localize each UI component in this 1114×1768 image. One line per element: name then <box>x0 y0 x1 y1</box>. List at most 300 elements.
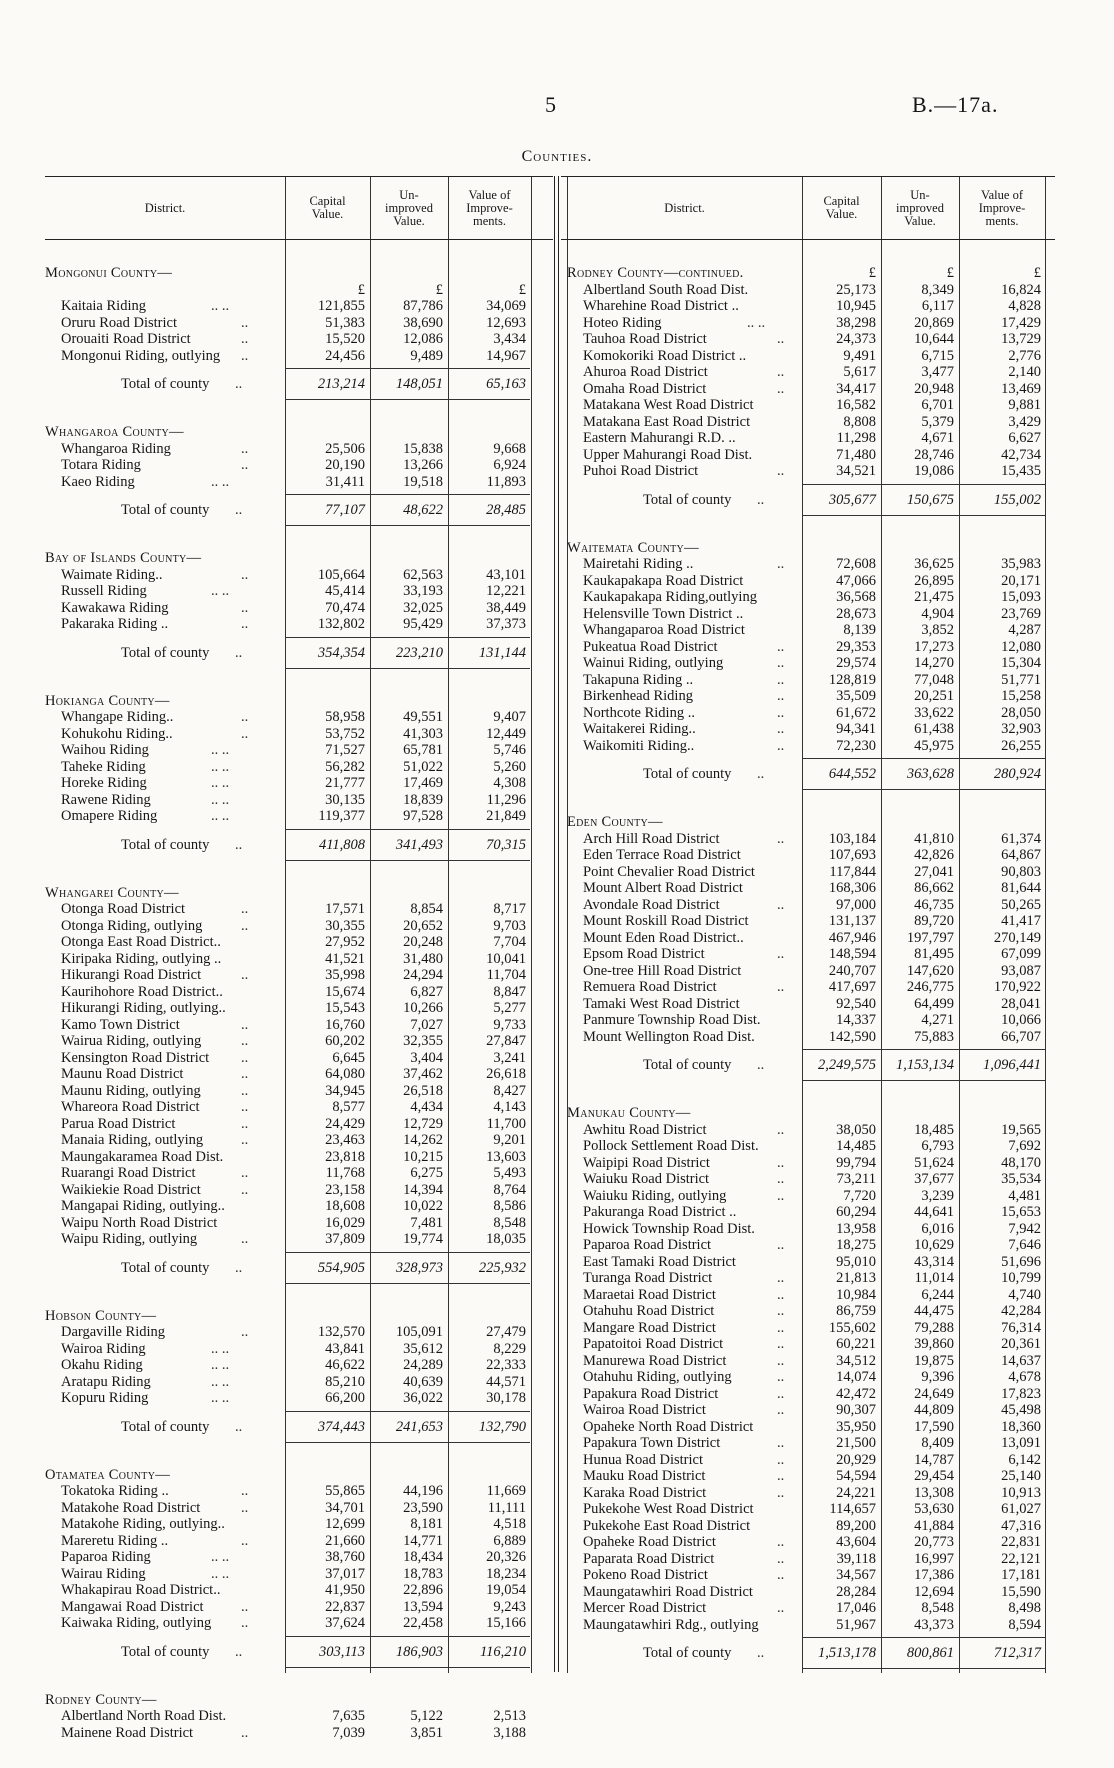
capital-value-cell: 41,521 <box>325 950 365 967</box>
unimproved-value-cell: 36,625 <box>914 556 954 572</box>
leader-dots: .. .. <box>211 473 230 490</box>
capital-value-cell: 15,520 <box>325 331 365 347</box>
district-row <box>561 864 1055 881</box>
improvements-value-cell: 9,201 <box>493 1132 526 1148</box>
capital-value-cell: 51,383 <box>325 314 365 331</box>
header-capital-value: Capital Value. <box>823 194 860 221</box>
county-heading-row <box>561 814 1055 831</box>
district-row <box>45 1341 553 1358</box>
capital-value-cell: 27,952 <box>325 934 365 950</box>
improvements-value-cell: 11,704 <box>486 967 526 983</box>
district-row <box>561 364 1055 381</box>
unimproved-value-cell: 13,266 <box>403 457 443 473</box>
district-name: Puhoi Road District <box>583 463 699 479</box>
unimproved-value-cell: 8,548 <box>921 1600 954 1616</box>
capital-value-cell: 16,582 <box>836 397 876 413</box>
unimproved-value-cell: 44,809 <box>914 1402 954 1418</box>
improvements-value-cell: 35,983 <box>1001 556 1041 572</box>
capital-value-cell: 37,809 <box>325 1231 365 1247</box>
unimproved-value-cell: 20,948 <box>914 380 954 397</box>
improvements-value-cell: 14,637 <box>1001 1352 1041 1369</box>
unimproved-value-cell: 9,396 <box>921 1369 954 1385</box>
district-name: Eden Terrace Road District <box>583 847 741 863</box>
county-name: Whangarei County— <box>45 884 179 901</box>
district-name: Opaheke North Road District <box>583 1418 754 1435</box>
county-total-row <box>561 754 1055 790</box>
capital-value-cell: 34,417 <box>836 380 876 397</box>
district-name: Taheke Riding <box>61 758 146 775</box>
district-name: Mangapai Riding, outlying.. <box>61 1198 225 1214</box>
district-row <box>45 1116 553 1133</box>
leader-dots: .. <box>777 1484 785 1501</box>
unimproved-value-cell: 16,997 <box>914 1550 954 1567</box>
improvements-value-cell: 11,296 <box>486 791 526 808</box>
leader-dots: .. <box>777 364 785 380</box>
unimproved-value-cell: 14,270 <box>914 655 954 671</box>
district-name: Russell Riding <box>61 583 147 599</box>
district-name: Mongonui Riding, outlying <box>61 347 221 364</box>
improvements-value-cell: 712,317 <box>993 1645 1041 1661</box>
row-spacer <box>45 1668 553 1680</box>
district-row <box>45 282 553 299</box>
district-name: Paparata Road District <box>583 1550 715 1567</box>
improvements-value-cell: 44,571 <box>486 1373 526 1390</box>
district-name: Matakana East Road District <box>583 413 751 430</box>
district-row <box>561 1320 1055 1337</box>
county-heading-row <box>45 1467 553 1484</box>
unimproved-value-cell: 13,308 <box>914 1484 954 1501</box>
leader-dots: .. <box>235 1643 243 1660</box>
district-name: Matakohe Riding, outlying.. <box>61 1516 225 1532</box>
improvements-value-cell: 5,260 <box>493 758 526 775</box>
district-name: Ruarangi Road District <box>61 1165 196 1181</box>
leader-dots: .. <box>777 1567 785 1583</box>
improvements-value-cell: 8,764 <box>493 1181 526 1198</box>
district-row <box>561 1353 1055 1370</box>
capital-value-cell: 34,512 <box>836 1352 876 1369</box>
unimproved-value-cell: 105,091 <box>395 1324 443 1340</box>
leader-dots: .. <box>241 901 249 917</box>
district-name: Whangape Riding.. <box>61 709 174 725</box>
unimproved-value-cell: 17,386 <box>914 1567 954 1583</box>
district-name: Oruru Road District <box>61 314 177 331</box>
unimproved-value-cell: 43,373 <box>914 1616 954 1633</box>
district-name: Omaha Road District <box>583 380 707 397</box>
district-row <box>45 1615 553 1632</box>
unimproved-value-cell: 97,528 <box>403 808 443 824</box>
county-total-row <box>561 1633 1055 1669</box>
improvements-value-cell: 6,889 <box>493 1532 526 1549</box>
district-row <box>45 1000 553 1017</box>
county-total-row <box>45 1248 553 1284</box>
leader-dots: .. <box>241 1181 249 1198</box>
county-name: Waitemata County— <box>567 539 699 556</box>
district-name: Waiuku Road District <box>583 1171 710 1187</box>
unimproved-value-cell: 77,048 <box>914 671 954 688</box>
improvements-value-cell: 90,803 <box>1001 863 1041 880</box>
county-heading-row <box>45 424 553 441</box>
district-row <box>561 1012 1055 1029</box>
total-label: Total of county <box>121 1259 210 1276</box>
improvements-value-cell: 11,893 <box>486 473 526 490</box>
county-heading-row <box>45 1308 553 1325</box>
improvements-value-cell: 7,704 <box>493 934 526 950</box>
district-name: Pakaraka Riding .. <box>61 616 169 632</box>
district-name: Howick Township Road Dist. <box>583 1220 755 1237</box>
unimproved-value-cell: 14,394 <box>403 1181 443 1198</box>
district-name: Matakana West Road District <box>583 397 754 413</box>
district-name: Mount Albert Road District <box>583 880 743 896</box>
leader-dots: .. <box>235 502 243 518</box>
district-row <box>45 901 553 918</box>
improvements-value-cell: 61,374 <box>1001 830 1041 847</box>
leader-dots: .. .. <box>211 742 230 758</box>
district-row <box>45 951 553 968</box>
improvements-value-cell: 27,479 <box>486 1324 526 1340</box>
row-spacer <box>561 790 1055 802</box>
improvements-value-cell: 13,729 <box>1001 331 1041 347</box>
capital-value-cell: 5,617 <box>843 364 876 380</box>
improvements-value-cell: 15,258 <box>1001 688 1041 704</box>
improvements-value-cell: 2,513 <box>493 1708 526 1724</box>
improvements-value-cell: 6,924 <box>493 457 526 473</box>
capital-value-cell: 131,137 <box>828 913 876 929</box>
capital-value-cell: 21,813 <box>836 1270 876 1286</box>
district-name: Kopuru Riding <box>61 1390 149 1406</box>
row-spacer <box>45 400 553 412</box>
district-row <box>561 913 1055 930</box>
district-name: Maunu Riding, outlying <box>61 1082 201 1099</box>
improvements-value-cell: 8,548 <box>493 1214 526 1231</box>
capital-value-cell: 61,672 <box>836 704 876 721</box>
district-name: Otahuhu Road District <box>583 1303 715 1319</box>
district-row <box>561 1221 1055 1238</box>
improvements-value-cell: 4,308 <box>493 775 526 791</box>
unimproved-value-cell: 48,622 <box>403 502 443 518</box>
district-name: Maungatawhiri Rdg., outlying <box>583 1616 759 1633</box>
leader-dots: .. <box>241 1016 249 1033</box>
unimproved-value-cell: 44,196 <box>403 1483 443 1499</box>
capital-value-cell: 37,624 <box>325 1615 365 1631</box>
district-name: Manurewa Road District <box>583 1352 727 1369</box>
county-name: Rodney County—continued. <box>567 265 744 281</box>
capital-value-cell: 374,443 <box>317 1418 365 1435</box>
district-row <box>561 930 1055 947</box>
capital-value-cell: 107,693 <box>828 847 876 863</box>
district-name: Remuera Road District <box>583 979 717 995</box>
district-row <box>561 1204 1055 1221</box>
district-name: Mangawai Road District <box>61 1598 204 1615</box>
district-name: Waikiekie Road District <box>61 1181 201 1198</box>
district-row <box>45 918 553 935</box>
district-row <box>45 1033 553 1050</box>
district-name: Kaeo Riding <box>61 473 135 490</box>
county-total-row <box>45 633 553 669</box>
left-table-body <box>45 265 553 1741</box>
improvements-value-cell: 13,469 <box>1001 380 1041 397</box>
unimproved-value-cell: 87,786 <box>403 298 443 314</box>
leader-dots: .. .. <box>211 1373 230 1390</box>
leader-dots: .. <box>777 946 785 962</box>
improvements-value-cell: 48,170 <box>1001 1154 1041 1171</box>
capital-value-cell: 95,010 <box>836 1253 876 1270</box>
district-row <box>561 331 1055 348</box>
document-reference: B.—17a. <box>912 92 999 117</box>
district-name: Kaitaia Riding <box>61 298 146 314</box>
unimproved-value-cell: 4,271 <box>921 1012 954 1028</box>
leader-dots: .. <box>777 1270 785 1286</box>
leader-dots: .. <box>241 1115 249 1132</box>
district-row <box>45 1066 553 1083</box>
unimproved-value-cell: 7,481 <box>410 1214 443 1231</box>
district-row <box>45 967 553 984</box>
unimproved-value-cell: 18,839 <box>403 791 443 808</box>
improvements-value-cell: 22,333 <box>486 1357 526 1373</box>
capital-value-cell: 28,284 <box>836 1583 876 1600</box>
district-name: Maungatawhiri Road District <box>583 1583 753 1600</box>
header-district: District. <box>144 200 186 215</box>
leader-dots: .. <box>777 1286 785 1303</box>
capital-value-cell: 16,029 <box>325 1214 365 1231</box>
capital-value-cell: 38,298 <box>836 314 876 331</box>
improvements-value-cell: 2,776 <box>1008 347 1041 364</box>
capital-value-cell: £ <box>868 265 876 281</box>
district-row <box>561 705 1055 722</box>
capital-value-cell: 54,594 <box>836 1468 876 1484</box>
unimproved-value-cell: 31,480 <box>403 950 443 967</box>
unimproved-value-cell: 7,027 <box>410 1016 443 1033</box>
leader-dots: .. <box>241 314 249 331</box>
district-name: Kiripaka Riding, outlying .. <box>61 950 222 967</box>
district-name: Papakura Town District <box>583 1435 721 1451</box>
district-row <box>561 1518 1055 1535</box>
unimproved-value-cell: 6,715 <box>921 347 954 364</box>
leader-dots: .. .. <box>211 583 230 599</box>
row-spacer <box>45 412 553 424</box>
district-name: Ahuroa Road District <box>583 364 708 380</box>
capital-value-cell: 117,844 <box>829 863 876 880</box>
unimproved-value-cell: 147,620 <box>906 962 954 979</box>
unimproved-value-cell: 241,653 <box>395 1418 443 1435</box>
unimproved-value-cell: 24,649 <box>914 1385 954 1402</box>
district-row <box>561 721 1055 738</box>
row-spacer <box>561 528 1055 540</box>
capital-value-cell: 103,184 <box>828 830 876 847</box>
capital-value-cell: 47,066 <box>836 572 876 589</box>
unimproved-value-cell: 32,025 <box>403 599 443 616</box>
capital-value-cell: 303,113 <box>318 1643 365 1660</box>
district-row <box>561 556 1055 573</box>
leader-dots: .. <box>235 836 243 853</box>
improvements-value-cell: 9,243 <box>493 1598 526 1615</box>
improvements-value-cell: 15,304 <box>1001 655 1041 671</box>
improvements-value-cell: 6,627 <box>1008 430 1041 446</box>
left-table-header <box>45 177 553 240</box>
capital-value-cell: 34,521 <box>836 463 876 479</box>
district-name: Mount Wellington Road Dist. <box>583 1028 755 1045</box>
district-row <box>561 1369 1055 1386</box>
unimproved-value-cell: 26,518 <box>403 1082 443 1099</box>
leader-dots: .. <box>777 1385 785 1402</box>
district-row <box>45 1182 553 1199</box>
improvements-value-cell: 9,703 <box>493 917 526 934</box>
improvements-value-cell: 28,050 <box>1001 704 1041 721</box>
unimproved-value-cell: 10,644 <box>914 331 954 347</box>
district-row <box>561 1155 1055 1172</box>
district-row <box>45 1566 553 1583</box>
leader-dots: .. <box>777 1451 785 1468</box>
improvements-value-cell: £ <box>1033 265 1041 281</box>
county-name: Eden County— <box>567 814 663 830</box>
unimproved-value-cell: 3,404 <box>410 1049 443 1066</box>
district-row <box>561 1567 1055 1584</box>
leader-dots: .. .. <box>211 1565 230 1582</box>
total-label: Total of county <box>121 376 210 392</box>
district-row <box>561 688 1055 705</box>
capital-value-cell: 28,673 <box>836 605 876 622</box>
unimproved-value-cell: 24,289 <box>403 1357 443 1373</box>
district-name: Hikurangi Road District <box>61 967 202 983</box>
district-name: Waipipi Road District <box>583 1154 710 1171</box>
unimproved-value-cell: 4,904 <box>921 605 954 622</box>
district-name: Turanga Road District <box>583 1270 713 1286</box>
leader-dots: .. <box>241 1483 249 1499</box>
unimproved-value-cell: 12,729 <box>403 1115 443 1132</box>
district-name: Wairua Riding, outlying <box>61 1033 202 1049</box>
district-name: Whangaparoa Road District <box>583 622 745 638</box>
leader-dots: .. <box>235 376 243 392</box>
district-name: Mareretu Riding .. <box>61 1532 169 1549</box>
unimproved-value-cell: 89,720 <box>914 913 954 929</box>
district-row <box>561 573 1055 590</box>
district-row <box>45 1083 553 1100</box>
capital-value-cell: 8,139 <box>843 622 876 638</box>
unimproved-value-cell: 18,783 <box>403 1565 443 1582</box>
leader-dots: .. <box>777 1468 785 1484</box>
row-spacer <box>45 873 553 885</box>
unimproved-value-cell: 19,875 <box>914 1352 954 1369</box>
capital-value-cell: 21,500 <box>836 1435 876 1451</box>
leader-dots: .. <box>777 1154 785 1171</box>
improvements-value-cell: 11,700 <box>486 1115 526 1132</box>
unimproved-value-cell: 22,458 <box>403 1615 443 1631</box>
district-row <box>561 430 1055 447</box>
capital-value-cell: 34,567 <box>836 1567 876 1583</box>
district-name: One-tree Hill Road District <box>583 962 742 979</box>
unimproved-value-cell: 186,903 <box>395 1643 443 1660</box>
leader-dots: .. <box>241 1598 249 1615</box>
capital-value-cell: 77,107 <box>325 502 365 518</box>
district-row <box>45 984 553 1001</box>
district-row <box>561 397 1055 414</box>
unimproved-value-cell: 62,563 <box>403 566 443 583</box>
district-row <box>561 447 1055 464</box>
district-row <box>45 298 553 315</box>
capital-value-cell: 35,950 <box>836 1418 876 1435</box>
improvements-value-cell: 8,847 <box>493 983 526 1000</box>
leader-dots: .. <box>241 457 249 473</box>
capital-value-cell: 142,590 <box>828 1028 876 1045</box>
district-name: Pollock Settlement Road Dist. <box>583 1138 759 1154</box>
capital-value-cell: 31,411 <box>325 473 365 490</box>
improvements-value-cell: 8,594 <box>1008 1616 1041 1633</box>
district-row <box>561 1534 1055 1551</box>
improvements-value-cell: 45,498 <box>1001 1402 1041 1418</box>
district-row <box>561 1600 1055 1617</box>
capital-value-cell: 60,221 <box>836 1336 876 1352</box>
district-row <box>561 946 1055 963</box>
capital-value-cell: 14,337 <box>836 1012 876 1028</box>
unimproved-value-cell: 328,973 <box>395 1259 443 1276</box>
improvements-value-cell: 170,922 <box>993 979 1041 995</box>
unimproved-value-cell: 24,294 <box>403 967 443 983</box>
district-row <box>561 996 1055 1013</box>
improvements-value-cell: 5,277 <box>493 1000 526 1016</box>
district-name: Wairau Riding <box>61 1565 146 1582</box>
capital-value-cell: 58,958 <box>325 709 365 725</box>
capital-value-cell: 36,568 <box>836 589 876 605</box>
district-name: Kaurihohore Road District.. <box>61 983 223 1000</box>
unimproved-value-cell: 3,851 <box>410 1724 443 1741</box>
capital-value-cell: 467,946 <box>828 929 876 946</box>
improvements-value-cell: 18,360 <box>1001 1418 1041 1435</box>
leader-dots: .. <box>777 638 785 655</box>
capital-value-cell: 305,677 <box>828 491 876 508</box>
district-row <box>45 808 553 825</box>
district-row <box>561 639 1055 656</box>
capital-value-cell: 24,429 <box>325 1115 365 1132</box>
header-improvements-value: Value of Improve- ments. <box>466 187 513 228</box>
capital-value-cell: 71,480 <box>836 446 876 463</box>
district-name: Karaka Road District <box>583 1484 707 1501</box>
district-row <box>561 1171 1055 1188</box>
improvements-value-cell: 4,143 <box>493 1099 526 1115</box>
unimproved-value-cell: 45,975 <box>914 737 954 754</box>
capital-value-cell: 37,017 <box>325 1565 365 1582</box>
district-name: Omapere Riding <box>61 808 158 824</box>
district-row <box>561 315 1055 332</box>
capital-value-cell: 53,752 <box>325 725 365 742</box>
capital-value-cell: 55,865 <box>325 1483 365 1499</box>
total-label: Total of county <box>121 1643 210 1660</box>
unimproved-value-cell: 4,434 <box>410 1099 443 1115</box>
district-row <box>45 474 553 491</box>
right-table-header <box>561 177 1055 240</box>
district-name: Horeke Riding <box>61 775 147 791</box>
leader-dots: .. <box>777 1550 785 1567</box>
county-name: Manukau County— <box>567 1105 691 1121</box>
district-name: Albertland North Road Dist. <box>61 1708 227 1724</box>
district-name: Papakura Road District <box>583 1385 719 1402</box>
district-row <box>561 1485 1055 1502</box>
district-name: East Tamaki Road District <box>583 1253 736 1270</box>
improvements-value-cell: 4,678 <box>1008 1369 1041 1385</box>
district-row <box>45 348 553 365</box>
district-name: Waipu North Road District <box>61 1214 218 1231</box>
leader-dots: .. <box>241 1532 249 1549</box>
improvements-value-cell: 18,035 <box>486 1231 526 1247</box>
unimproved-value-cell: 79,288 <box>914 1319 954 1336</box>
district-row <box>561 1402 1055 1419</box>
row-spacer <box>561 1081 1055 1093</box>
capital-value-cell: 17,571 <box>325 901 365 917</box>
improvements-value-cell: 22,121 <box>1001 1550 1041 1567</box>
leader-dots: .. <box>777 331 785 347</box>
district-row <box>45 1582 553 1599</box>
capital-value-cell: 20,929 <box>836 1451 876 1468</box>
improvements-value-cell: 19,565 <box>1001 1121 1041 1138</box>
unimproved-value-cell: 6,827 <box>410 983 443 1000</box>
